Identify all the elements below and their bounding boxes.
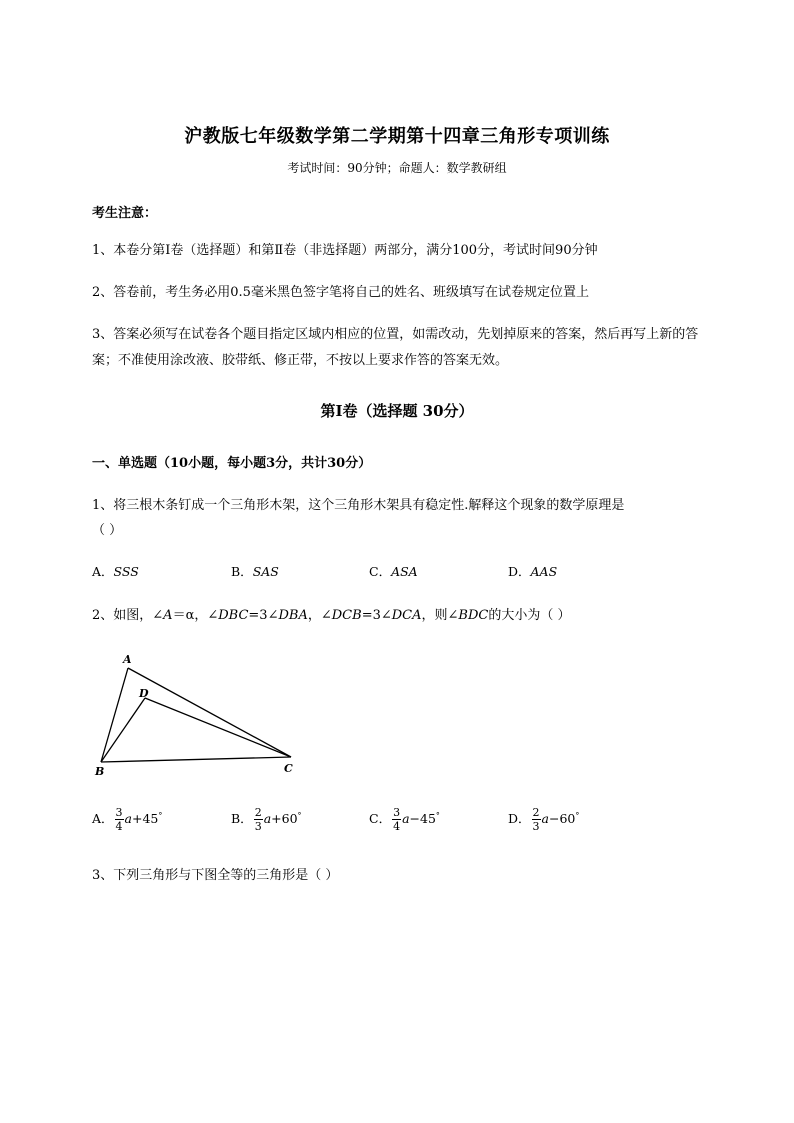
notice-item-3: 3、答案必须写在试卷各个题目指定区域内相应的位置，如需改动，先划掉原来的答案，然后再写上新的答案；不准使用涂改液、胶带纸、修正带，不按以上要求作答的答案无效。: [92, 327, 699, 368]
segment-dc: [145, 698, 291, 757]
question-1-option-b[interactable]: B．SAS: [231, 564, 279, 579]
question-2-option-a[interactable]: A． $\frac{3}{4}$ a+45°: [92, 806, 163, 833]
exam-info: 考试时间：90分钟；命题人：数学教研组: [287, 161, 507, 175]
fraction: $\frac{2}{3}$: [532, 806, 540, 833]
notice-item-2: 2、答卷前，考生务必用0.5毫米黑色签字笔将自己的姓名、班级填写在试卷规定位置上: [92, 285, 589, 300]
segment-db: [101, 698, 145, 762]
question-2-option-c[interactable]: C． $\frac{3}{4}$ a−45°: [369, 806, 440, 833]
fraction: $\frac{3}{4}$: [115, 806, 123, 833]
notice-heading: 考生注意：: [92, 206, 158, 221]
question-3-stem: 3、下列三角形与下图全等的三角形是（ ）: [92, 868, 339, 883]
fraction: $\frac{2}{3}$: [254, 806, 262, 833]
question-1-stem: 1、将三根木条钉成一个三角形木架，这个三角形木架具有稳定性.解释这个现象的数学原理是: [92, 498, 625, 513]
part-heading: 一、单选题（10小题，每小题3分，共计30分）: [92, 456, 372, 471]
triangle-figure: [88, 648, 308, 778]
vertex-label-c: C: [284, 762, 293, 775]
segment-ab: [101, 668, 128, 762]
notice-item-1: 1、本卷分第I卷（选择题）和第Ⅱ卷（非选择题）两部分，满分100分，考试时间90分钟: [92, 243, 598, 258]
question-2-option-b[interactable]: B． $\frac{2}{3}$ a+60°: [231, 806, 302, 833]
page-title: 沪教版七年级数学第二学期第十四章三角形专项训练: [184, 126, 610, 147]
question-1-option-d[interactable]: D．AAS: [508, 564, 558, 579]
question-2-stem: 2、如图，∠A＝α，∠DBC=3∠DBA，∠DCB=3∠DCA，则∠BDC的大小为（ ）: [92, 608, 571, 623]
vertex-label-d: D: [139, 687, 149, 700]
segment-ac: [128, 668, 291, 757]
segment-bc: [101, 757, 291, 762]
vertex-label-a: A: [123, 653, 132, 666]
fraction: $\frac{3}{4}$: [393, 806, 401, 833]
question-1-option-c[interactable]: C．ASA: [369, 564, 418, 579]
question-1-blank: （ ）: [92, 523, 123, 538]
question-1-option-a[interactable]: A．SSS: [92, 564, 139, 579]
question-2-option-d[interactable]: D． $\frac{2}{3}$ a−60°: [508, 806, 580, 833]
section-title: 第I卷（选择题 30分）: [320, 402, 474, 420]
vertex-label-b: B: [95, 765, 105, 778]
